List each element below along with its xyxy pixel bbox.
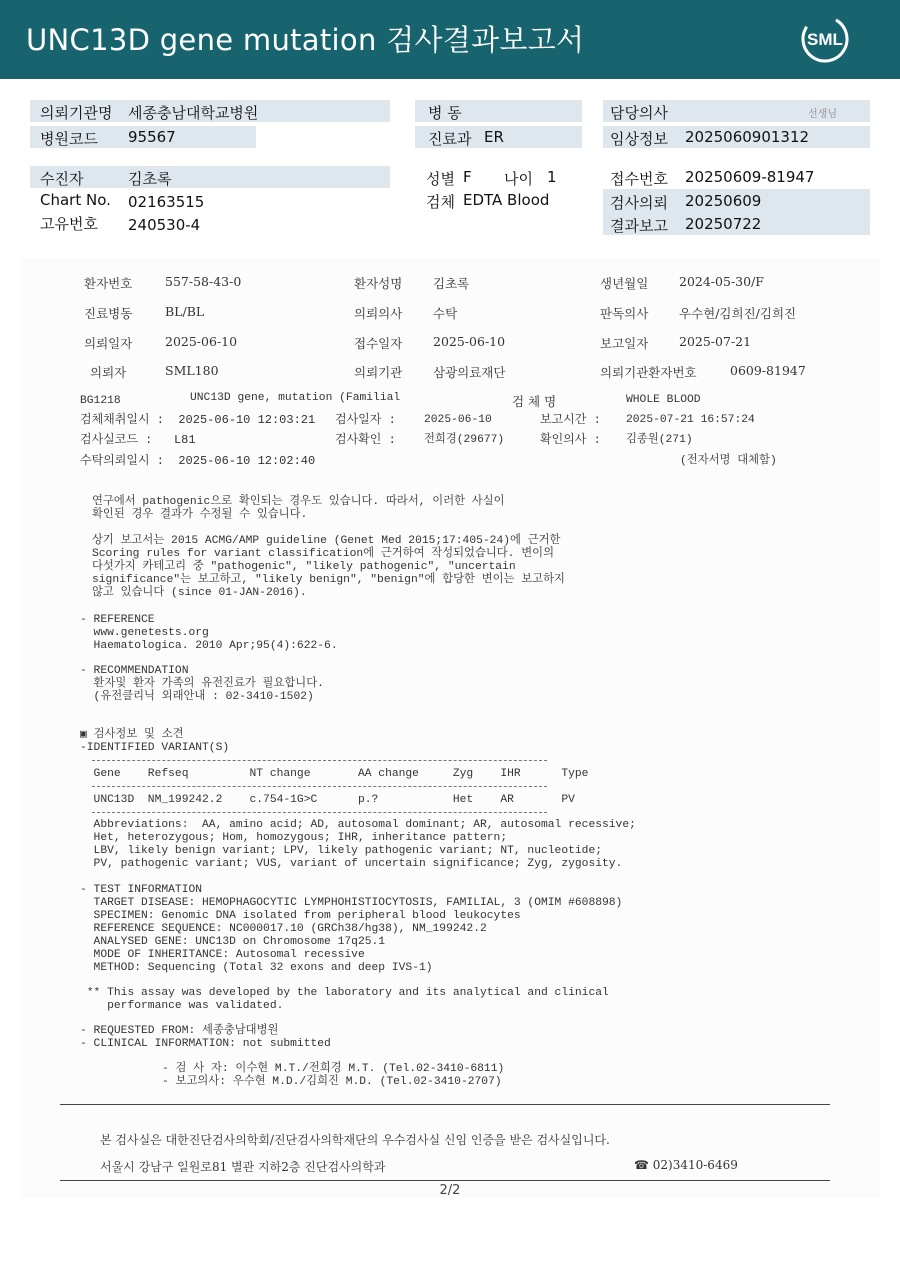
scan-line2b: 검사확인 : (335, 433, 396, 447)
footer-phone: ☎ 02)3410-6469 (634, 1158, 738, 1172)
unique-value: 240530-4 (128, 216, 201, 234)
dept-label: 진료과 (428, 130, 472, 148)
scan-r1-c4: 김초록 (433, 276, 470, 291)
scan-r4-c5: 의뢰기관환자번호 (600, 365, 697, 380)
req-date-value: 20250609 (685, 192, 762, 210)
clinical-label: 임상정보 (610, 130, 668, 148)
scan-line2d: 확인의사 : (540, 433, 601, 447)
chart-label: Chart No. (40, 191, 111, 209)
scan-r2-c4: 수탁 (433, 306, 458, 321)
scan-r3-c1: 의뢰일자 (84, 336, 133, 351)
dept-value: ER (484, 128, 504, 146)
chart-value: 02163515 (128, 193, 205, 211)
footer-address: 서울시 강남구 일원로81 별관 지하2층 진단검사의학과 (100, 1160, 386, 1174)
scan-r4-c6: 0609-81947 (730, 363, 806, 378)
scan-r2-c2: BL/BL (165, 304, 205, 319)
header-bar (0, 0, 900, 79)
scan-r1-c6: 2024-05-30/F (679, 274, 764, 289)
scan-line2c: 전희경(29677) (424, 434, 505, 446)
scan-r3-c6: 2025-07-21 (679, 334, 752, 349)
footer-rule-top (60, 1104, 830, 1105)
scan-r2-c1: 진료병동 (84, 306, 133, 321)
scan-para1: 연구에서 pathogenic으로 확인되는 경우도 있습니다. 따라서, 이러한 사실이 확인된 경우 결과가 수정될 수 있습니다. (92, 496, 505, 521)
variant-table-row: UNC13D NM_199242.2 c.754-1G>C p.? Het AR PV (80, 794, 575, 806)
req-org-value: 세종충남대학교병원 (128, 104, 259, 122)
scan-line1: 검체채취일시 : 2025-06-10 12:03:21 (80, 413, 316, 427)
scan-line3: 수탁의뢰일시 : 2025-06-10 12:02:40 (80, 454, 316, 468)
age-value: 1 (547, 168, 557, 186)
sex-label: 성별 (426, 170, 455, 188)
sml-logo (800, 14, 850, 64)
scan-r1-c3: 환자성명 (354, 276, 403, 291)
scan-recommendation: - RECOMMENDATION 환자및 환자 가족의 유전진료가 필요합니다. (유전클리닉 외래안내 : 02-3410-1502) (80, 665, 324, 703)
scan-line1d: 보고시간 : (540, 413, 601, 427)
scan-identified: -IDENTIFIED VARIANT(S) (80, 742, 230, 754)
scan-r4-c2: SML180 (165, 363, 219, 378)
scan-line3b: (전자서명 대체함) (680, 455, 777, 467)
scan-r4-c1: 의뢰자 (90, 365, 127, 380)
scan-requested: - REQUESTED FROM: 세종충남대병원 - CLINICAL INFORMATION: not submitted (80, 1025, 331, 1050)
clinical-value: 2025060901312 (685, 128, 810, 146)
scan-specimen: WHOLE BLOOD (626, 394, 701, 406)
specimen-value: EDTA Blood (463, 191, 550, 209)
table-rule-mid (92, 786, 547, 787)
scan-reference: - REFERENCE www.genetests.org Haematologica. 2010 Apr;95(4):622-6. (80, 614, 338, 652)
table-rule-bottom (92, 812, 547, 813)
scan-code: BG1218 (80, 395, 121, 407)
scan-line2: 검사실코드 : L81 (80, 433, 196, 447)
scan-r2-c5: 판독의사 (600, 306, 649, 321)
scan-staff: - 검 사 자: 이수현 M.T./전희경 M.T. (Tel.02-3410-6811) - 보고의사: 우수현 M.D./김희진 M.D. (Tel.02-3410-2707) (162, 1063, 505, 1088)
receipt-label: 접수번호 (610, 170, 668, 188)
patient-value: 김초록 (128, 170, 172, 188)
req-date-label: 검사의뢰 (610, 194, 668, 212)
scan-r3-c2: 2025-06-10 (165, 334, 238, 349)
footer-certification: 본 검사실은 대한진단검사의학회/진단검사의학재단의 우수검사실 신임 인증을 받은 검사실입니다. (100, 1133, 610, 1147)
bg-patient (30, 166, 390, 188)
scan-para2: 상기 보고서는 2015 ACMG/AMP guideline (Genet Med 2015;17:405-24)에 근거한 Scoring rules for variant classification에 근거하여 작성되었습니다. 변이의 다섯가지 카테고리 중 "pathogenic", "likely pathogenic", "uncertain significance"는 보고하고, "likely benign", "benign"에 합당한 변이는 보고하지 않고 있습니다 (since 01-JAN-2016). (92, 535, 565, 599)
scan-line1c: 2025-06-10 (424, 414, 492, 426)
doctor-label: 담당의사 (610, 104, 668, 122)
scan-abbreviations: Abbreviations: AA, amino acid; AD, autosomal dominant; AR, autosomal recessive; Het, heterozygous; Hom, homozygous; IHR, inheritance pattern; LBV, likely benign variant; LPV, likely pathogenic variant; NT, nucleotide; PV, pathogenic variant; VUS, variant of uncertain significance; Zyg, zygosity. (93, 819, 636, 870)
scan-r4-c4: 삼광의료재단 (433, 365, 506, 380)
svg-text:SML: SML (807, 30, 843, 49)
scan-r1-c2: 557-58-43-0 (165, 274, 242, 289)
report-date-value: 20250722 (685, 215, 762, 233)
scan-test-name: UNC13D gene, mutation (Familial (190, 392, 401, 404)
scan-r3-c3: 접수일자 (354, 336, 403, 351)
hosp-code-label: 병원코드 (40, 130, 98, 148)
scan-specimen-label: 검 체 명 (512, 394, 557, 409)
scan-section-title: ▣ 검사정보 및 소견 (80, 729, 184, 741)
hosp-code-value: 95567 (128, 128, 176, 146)
table-rule-top (92, 760, 547, 761)
report-date-label: 결과보고 (610, 217, 668, 235)
variant-table-header: Gene Refseq NT change AA change Zyg IHR Type (80, 768, 589, 780)
scan-line1e: 2025-07-21 16:57:24 (626, 414, 755, 426)
scanned-report (20, 258, 880, 1198)
scan-r3-c5: 보고일자 (600, 336, 649, 351)
doctor-suffix: 선생님 (808, 109, 837, 120)
patient-label: 수진자 (40, 170, 84, 188)
specimen-label: 검체 (426, 193, 455, 211)
sex-value: F (463, 168, 472, 186)
unique-label: 고유번호 (40, 215, 98, 233)
scan-test-info: - TEST INFORMATION TARGET DISEASE: HEMOPHAGOCYTIC LYMPHOHISTIOCYTOSIS, FAMILIAL, 3 (OMIM #608898) SPECIMEN: Genomic DNA isolated from peripheral blood leukocytes REFERENCE SEQUENCE: NC000017.10 (GRCh38/hg38), NM_199242.2 ANALYSED GENE: UNC13D on Chromosome 17q25.1 MODE OF INHERITANCE: Autosomal recessive METHOD: Sequencing (Total 32 exons and deep IVS-1) (80, 884, 623, 974)
page-number: 2/2 (439, 1183, 461, 1198)
scan-r1-c5: 생년월일 (600, 276, 649, 291)
scan-r2-c6: 우수현/김희진/김희진 (679, 306, 797, 321)
scan-r2-c3: 의뢰의사 (354, 306, 403, 321)
receipt-value: 20250609-81947 (685, 168, 815, 186)
report-title: UNC13D gene mutation 검사결과보고서 (26, 23, 585, 57)
footer-rule-bottom (60, 1180, 830, 1181)
age-label: 나이 (504, 170, 533, 188)
scan-assay-note: ** This assay was developed by the laboratory and its analytical and clinical performance was validated. (86, 987, 609, 1012)
scan-line1b: 검사일자 : (335, 413, 396, 427)
scan-r1-c1: 환자번호 (84, 276, 133, 291)
ward-label: 병 동 (428, 104, 462, 122)
scan-r4-c3: 의뢰기관 (354, 365, 403, 380)
req-org-label: 의뢰기관명 (40, 104, 113, 122)
scan-r3-c4: 2025-06-10 (433, 334, 506, 349)
scan-line2e: 김종원(271) (626, 434, 693, 446)
